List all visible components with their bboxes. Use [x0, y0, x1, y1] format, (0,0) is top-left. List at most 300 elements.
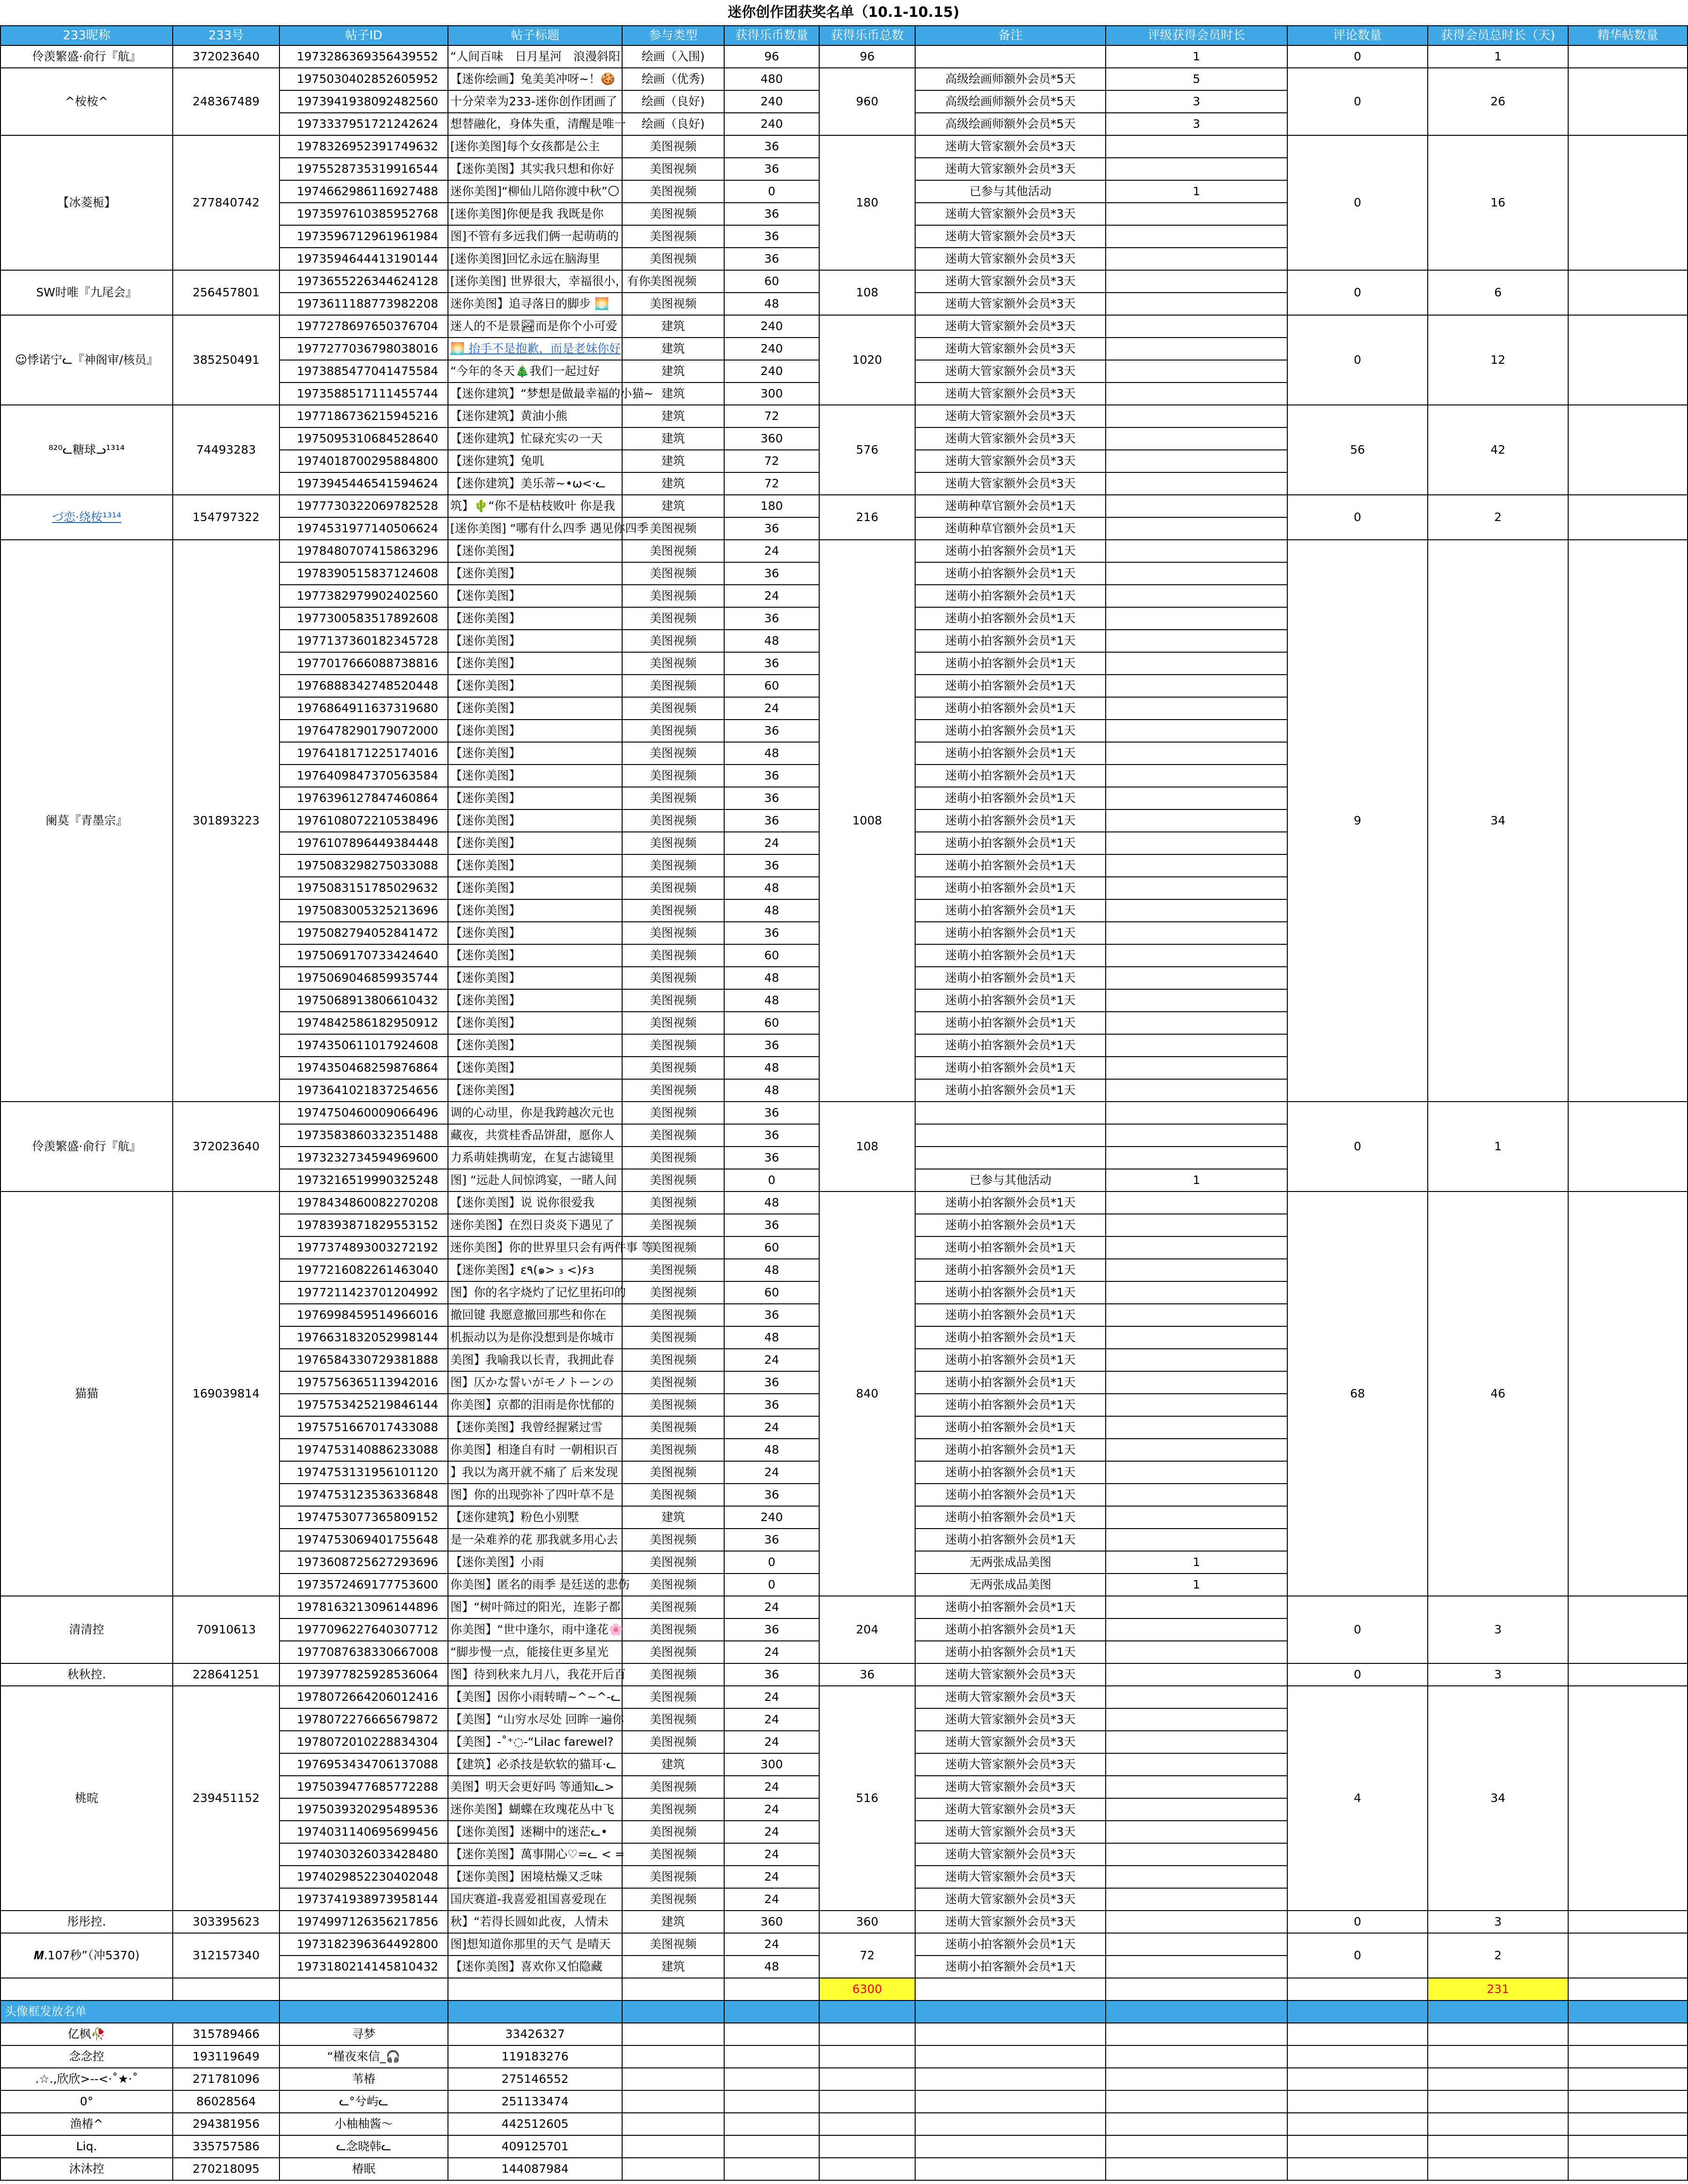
- rating-vip-cell: [1106, 1304, 1287, 1326]
- table-row: [0, 1686, 1688, 1708]
- post-id-cell: 1974031140695699456: [279, 1821, 448, 1843]
- post-title-cell: 是一朵难养的花 那我就多用心去: [448, 1529, 622, 1551]
- rating-vip-cell: [1106, 540, 1287, 562]
- table-row: [0, 315, 1688, 338]
- post-id-cell: 1973945446541594624: [279, 472, 448, 495]
- note-cell: 迷萌大管家额外会员*3天: [915, 427, 1106, 450]
- coins-total-cell: 72: [819, 1933, 915, 1978]
- column-header: 233号: [173, 26, 279, 45]
- empty-cell: [622, 2135, 724, 2158]
- post-title-cell: “脚步慢一点，能接住更多星光: [448, 1641, 622, 1663]
- vip-total-cell: 2: [1428, 1933, 1568, 1978]
- type-cell: 美图视频: [622, 742, 724, 765]
- post-id-cell: 1973232734594969600: [279, 1147, 448, 1169]
- note-cell: 迷萌小拍客额外会员*1天: [915, 899, 1106, 922]
- empty-cell: [724, 2158, 819, 2180]
- rating-vip-cell: [1106, 1866, 1287, 1888]
- post-id-cell: 1976998459514966016: [279, 1304, 448, 1326]
- coins-cell: 36: [724, 787, 819, 809]
- avatar-uid-cell: 442512605: [448, 2113, 622, 2135]
- nickname-cell: 伶羡繁盛·俞行『航』: [0, 45, 173, 68]
- post-id-cell: 1974350611017924608: [279, 1034, 448, 1057]
- post-title-cell: 【迷你美图】: [448, 675, 622, 697]
- rating-vip-cell: [1106, 1214, 1287, 1236]
- post-title-cell: 想替融化，身体失重，清醒是唯一: [448, 113, 622, 135]
- comment-count-cell: 0: [1287, 1911, 1428, 1933]
- coins-cell: 24: [724, 1866, 819, 1888]
- avatar-nickname-cell: 椿眠: [279, 2158, 448, 2180]
- avatar-nickname-cell: Liq.: [0, 2135, 173, 2158]
- avatar-nickname-cell: 小柚柚酱～: [279, 2113, 448, 2135]
- rating-vip-cell: [1106, 360, 1287, 382]
- note-cell: 迷萌大管家额外会员*3天: [915, 248, 1106, 270]
- vip-total-cell: 42: [1428, 405, 1568, 495]
- avatar-uid-cell: 294381956: [173, 2113, 279, 2135]
- empty-cell: [0, 1978, 173, 2000]
- rating-vip-cell: [1106, 899, 1287, 922]
- empty-cell: [1106, 2090, 1287, 2113]
- uid-cell: 239451152: [173, 1686, 279, 1911]
- note-cell: 迷萌大管家额外会员*3天: [915, 315, 1106, 338]
- rating-vip-cell: [1106, 1079, 1287, 1102]
- post-id-cell: 1977211423701204992: [279, 1281, 448, 1304]
- coins-cell: 36: [724, 158, 819, 180]
- post-title-cell: 图]想知道你那里的天气 是晴天: [448, 1933, 622, 1956]
- type-cell: 美图视频: [622, 922, 724, 944]
- coins-cell: 24: [724, 1843, 819, 1866]
- post-id-cell: 1976108072210538496: [279, 809, 448, 832]
- note-cell: 迷萌大管家额外会员*3天: [915, 270, 1106, 293]
- type-cell: 建筑: [622, 450, 724, 472]
- post-title-cell: 【迷你建筑】“梦想是做最幸福的小猫~: [448, 382, 622, 405]
- note-cell: 迷萌小拍客额外会员*1天: [915, 1439, 1106, 1461]
- note-cell: 迷萌大管家额外会员*3天: [915, 1843, 1106, 1866]
- empty-cell: [1568, 2068, 1688, 2090]
- empty-cell: [915, 2045, 1106, 2068]
- column-header: 参与类型: [622, 26, 724, 45]
- coins-cell: 48: [724, 293, 819, 315]
- empty-cell: [724, 2023, 819, 2045]
- type-cell: 建筑: [622, 472, 724, 495]
- uid-cell: 277840742: [173, 135, 279, 270]
- rating-vip-cell: [1106, 1439, 1287, 1461]
- type-cell: 美图视频: [622, 1191, 724, 1214]
- rating-vip-cell: [1106, 135, 1287, 158]
- post-title-cell: [迷你美图]回忆永远在脑海里: [448, 248, 622, 270]
- uid-cell: 303395623: [173, 1911, 279, 1933]
- coins-cell: 36: [724, 1484, 819, 1506]
- post-title-cell: 【迷你美图】: [448, 967, 622, 989]
- coins-cell: 24: [724, 697, 819, 720]
- featured-count-cell: [1568, 315, 1688, 405]
- comment-count-cell: 0: [1287, 135, 1428, 270]
- rating-vip-cell: [1106, 248, 1287, 270]
- note-cell: 迷萌大管家额外会员*3天: [915, 1888, 1106, 1911]
- type-cell: 美图视频: [622, 1147, 724, 1169]
- empty-cell: [622, 2023, 724, 2045]
- post-id-cell: 1973597610385952768: [279, 203, 448, 225]
- post-title-cell: 【迷你绘画】兔美美冲呀~！🍪: [448, 68, 622, 90]
- coins-cell: 36: [724, 562, 819, 585]
- uid-cell: 74493283: [173, 405, 279, 495]
- empty-cell: [819, 2090, 915, 2113]
- rating-vip-cell: [1106, 1888, 1287, 1911]
- coins-cell: 36: [724, 1214, 819, 1236]
- note-cell: 迷萌大管家额外会员*3天: [915, 360, 1106, 382]
- coins-cell: 24: [724, 540, 819, 562]
- coins-cell: 24: [724, 1708, 819, 1731]
- avatar-uid-cell: 270218095: [173, 2158, 279, 2180]
- coins-cell: 24: [724, 1821, 819, 1843]
- post-id-cell: 1976418171225174016: [279, 742, 448, 765]
- coins-cell: 24: [724, 1933, 819, 1956]
- rating-vip-cell: [1106, 472, 1287, 495]
- empty-cell: [622, 2000, 724, 2023]
- post-id-cell: 1977216082261463040: [279, 1259, 448, 1281]
- rating-vip-cell: [1106, 675, 1287, 697]
- note-cell: 迷萌大管家额外会员*3天: [915, 1776, 1106, 1798]
- type-cell: 建筑: [622, 1956, 724, 1978]
- type-cell: 美图视频: [622, 1776, 724, 1798]
- avatar-uid-cell: 33426327: [448, 2023, 622, 2045]
- coins-cell: 36: [724, 517, 819, 540]
- empty-cell: [819, 2023, 915, 2045]
- rating-vip-cell: [1106, 652, 1287, 675]
- coins-cell: 60: [724, 944, 819, 967]
- post-id-cell: 1975068913806610432: [279, 989, 448, 1012]
- rating-vip-cell: [1106, 585, 1287, 607]
- nickname-cell: SW时唯『九尾会』: [0, 270, 173, 315]
- rating-vip-cell: [1106, 1349, 1287, 1371]
- coins-cell: 240: [724, 315, 819, 338]
- note-cell: 迷萌小拍客额外会员*1天: [915, 1259, 1106, 1281]
- type-cell: 美图视频: [622, 809, 724, 832]
- post-title-cell: 迷你美图】蝴蝶在玫瑰花丛中飞: [448, 1798, 622, 1821]
- coins-cell: 48: [724, 899, 819, 922]
- post-title-cell: 力系萌娃携萌宠，在复古滤镜里: [448, 1147, 622, 1169]
- rating-vip-cell: [1106, 1259, 1287, 1281]
- coins-cell: 48: [724, 877, 819, 899]
- post-id-cell: 1977374893003272192: [279, 1236, 448, 1259]
- post-id-cell: 1977382979902402560: [279, 585, 448, 607]
- note-cell: 迷萌大管家额外会员*3天: [915, 1686, 1106, 1708]
- note-cell: 迷萌小拍客额外会员*1天: [915, 1034, 1106, 1057]
- coins-cell: 0: [724, 1551, 819, 1574]
- featured-count-cell: [1568, 1686, 1688, 1911]
- avatar-row: [0, 2068, 1688, 2090]
- avatar-nickname-cell: ᓚ念晓韩ᓚ: [279, 2135, 448, 2158]
- featured-count-cell: [1568, 1663, 1688, 1686]
- post-title-cell: 【迷你美图】: [448, 585, 622, 607]
- vip-total-cell: 34: [1428, 1686, 1568, 1911]
- post-id-cell: 1977087638330667008: [279, 1641, 448, 1663]
- coins-cell: 36: [724, 1304, 819, 1326]
- note-cell: 高级绘画师额外会员*5天: [915, 90, 1106, 113]
- note-cell: 迷萌小拍客额外会员*1天: [915, 877, 1106, 899]
- post-title-cell: 【迷你美图】: [448, 809, 622, 832]
- post-title-cell: 【迷你美图】: [448, 1012, 622, 1034]
- rating-vip-cell: 1: [1106, 1574, 1287, 1596]
- rating-vip-cell: [1106, 1663, 1287, 1686]
- post-id-cell: 1977017666088738816: [279, 652, 448, 675]
- note-cell: 迷萌小拍客额外会员*1天: [915, 944, 1106, 967]
- rating-vip-cell: [1106, 1933, 1287, 1956]
- rating-vip-cell: [1106, 1394, 1287, 1416]
- post-id-cell: 1973180214145810432: [279, 1956, 448, 1978]
- coins-cell: 60: [724, 1281, 819, 1304]
- coins-cell: 300: [724, 1753, 819, 1776]
- nickname-cell: ⁸²⁰ᓚ糖球ᓗ¹³¹⁴: [0, 405, 173, 495]
- coins-cell: 72: [724, 405, 819, 427]
- post-title-cell: 藏夜，共赏桂香品饼甜，愿你人: [448, 1124, 622, 1147]
- post-title-cell: 【迷你美图】: [448, 630, 622, 652]
- rating-vip-cell: [1106, 158, 1287, 180]
- note-cell: 迷萌小拍客额外会员*1天: [915, 1304, 1106, 1326]
- type-cell: 美图视频: [622, 1416, 724, 1439]
- featured-count-cell: [1568, 540, 1688, 1102]
- post-title-cell: 【迷你建筑】黄油小熊: [448, 405, 622, 427]
- post-title-cell: 撤回键 我愿意撤回那些和你在: [448, 1304, 622, 1326]
- rating-vip-cell: [1106, 1371, 1287, 1394]
- type-cell: 美图视频: [622, 787, 724, 809]
- comment-count-cell: 68: [1287, 1191, 1428, 1596]
- note-cell: 迷萌小拍客额外会员*1天: [915, 607, 1106, 630]
- post-id-cell: 1974531977140506624: [279, 517, 448, 540]
- type-cell: 美图视频: [622, 1169, 724, 1191]
- type-cell: 美图视频: [622, 1012, 724, 1034]
- post-id-cell: 1978072276665679872: [279, 1708, 448, 1731]
- note-cell: 迷萌小拍客额外会员*1天: [915, 787, 1106, 809]
- type-cell: 美图视频: [622, 1057, 724, 1079]
- sheet-title: 迷你创作团获奖名单（10.1-10.15): [727, 4, 960, 21]
- note-cell: 无两张成品美图: [915, 1551, 1106, 1574]
- post-id-cell: 1974030326033428480: [279, 1843, 448, 1866]
- post-title-cell: 【迷你美图】: [448, 1057, 622, 1079]
- type-cell: 建筑: [622, 405, 724, 427]
- uid-cell: 312157340: [173, 1933, 279, 1978]
- type-cell: 美图视频: [622, 675, 724, 697]
- type-cell: 美图视频: [622, 1686, 724, 1708]
- type-cell: 美图视频: [622, 1866, 724, 1888]
- post-id-cell: 1978480707415863296: [279, 540, 448, 562]
- note-cell: 迷萌小拍客额外会员*1天: [915, 1057, 1106, 1079]
- post-title-cell: 【迷你美图】迷糊中的迷茫ᓚ•: [448, 1821, 622, 1843]
- post-id-cell: 1977137360182345728: [279, 630, 448, 652]
- type-cell: 美图视频: [622, 1618, 724, 1641]
- empty-cell: [1568, 2113, 1688, 2135]
- empty-cell: [279, 1978, 448, 2000]
- coins-total-cell: 1008: [819, 540, 915, 1102]
- rating-vip-cell: [1106, 450, 1287, 472]
- type-cell: 美图视频: [622, 944, 724, 967]
- rating-vip-cell: [1106, 1326, 1287, 1349]
- coins-cell: 36: [724, 1147, 819, 1169]
- post-id-cell: 1974753123536336848: [279, 1484, 448, 1506]
- column-header: 233昵称: [0, 26, 173, 45]
- rating-vip-cell: [1106, 1102, 1287, 1124]
- rating-vip-cell: [1106, 1529, 1287, 1551]
- post-id-cell: 1977096227640307712: [279, 1618, 448, 1641]
- post-id-cell: 1973572469177753600: [279, 1574, 448, 1596]
- post-title-cell: 图】仄かな誓いがモノトーンの: [448, 1371, 622, 1394]
- empty-cell: [724, 1978, 819, 2000]
- avatar-uid-cell: 335757586: [173, 2135, 279, 2158]
- post-title-cell: 图]不管有多远我们俩一起萌萌的: [448, 225, 622, 248]
- type-cell: 美图视频: [622, 832, 724, 854]
- note-cell: 迷萌大管家额外会员*3天: [915, 1753, 1106, 1776]
- coins-cell: 24: [724, 1686, 819, 1708]
- post-title-cell: 【迷你美图】: [448, 989, 622, 1012]
- note-cell: 迷萌大管家额外会员*3天: [915, 158, 1106, 180]
- coins-cell: 240: [724, 1506, 819, 1529]
- note-cell: 高级绘画师额外会员*5天: [915, 113, 1106, 135]
- rating-vip-cell: [1106, 1776, 1287, 1798]
- type-cell: 美图视频: [622, 1708, 724, 1731]
- empty-cell: [1568, 2158, 1688, 2180]
- empty-cell: [915, 2158, 1106, 2180]
- note-cell: 迷萌小拍客额外会员*1天: [915, 1012, 1106, 1034]
- post-title-cell: 【迷你美图】: [448, 697, 622, 720]
- rating-vip-cell: 5: [1106, 68, 1287, 90]
- note-cell: 迷萌大管家额外会员*3天: [915, 1911, 1106, 1933]
- type-cell: 美图视频: [622, 1731, 724, 1753]
- post-id-cell: 1974350468259876864: [279, 1057, 448, 1079]
- avatar-nickname-cell: 渔椿^: [0, 2113, 173, 2135]
- post-id-cell: 1975083151785029632: [279, 877, 448, 899]
- type-cell: 美图视频: [622, 517, 724, 540]
- coins-total-cell: 516: [819, 1686, 915, 1911]
- coins-cell: 36: [724, 1394, 819, 1416]
- type-cell: 美图视频: [622, 203, 724, 225]
- note-cell: 迷萌大管家额外会员*3天: [915, 1663, 1106, 1686]
- rating-vip-cell: [1106, 832, 1287, 854]
- coins-cell: 24: [724, 585, 819, 607]
- empty-cell: [819, 2068, 915, 2090]
- rating-vip-cell: [1106, 944, 1287, 967]
- coins-cell: 24: [724, 1798, 819, 1821]
- nickname-cell: づ恋·绕桉¹³¹⁴: [0, 495, 173, 540]
- type-cell: 绘画（优秀): [622, 68, 724, 90]
- post-id-cell: 1978393871829553152: [279, 1214, 448, 1236]
- post-id-cell: 1975069046859935744: [279, 967, 448, 989]
- type-cell: 建筑: [622, 1753, 724, 1776]
- rating-vip-cell: [1106, 630, 1287, 652]
- empty-cell: [819, 2158, 915, 2180]
- empty-cell: [915, 2113, 1106, 2135]
- featured-count-cell: [1568, 68, 1688, 135]
- type-cell: 美图视频: [622, 1124, 724, 1147]
- post-id-cell: 1974018700295884800: [279, 450, 448, 472]
- avatar-uid-cell: 315789466: [173, 2023, 279, 2045]
- coins-cell: 300: [724, 382, 819, 405]
- coins-cell: 72: [724, 450, 819, 472]
- post-id-cell: 1978072664206012416: [279, 1686, 448, 1708]
- coins-cell: 360: [724, 427, 819, 450]
- empty-cell: [1428, 2000, 1568, 2023]
- post-title-cell: 你美图】京都的泪雨是你忧郁的: [448, 1394, 622, 1416]
- note-cell: 迷萌小拍客额外会员*1天: [915, 742, 1106, 765]
- coins-cell: 24: [724, 1888, 819, 1911]
- coins-cell: 36: [724, 1663, 819, 1686]
- rating-vip-cell: [1106, 922, 1287, 944]
- avatar-uid-cell: 119183276: [448, 2045, 622, 2068]
- rating-vip-cell: [1106, 382, 1287, 405]
- empty-cell: [1106, 2023, 1287, 2045]
- note-cell: 迷萌小拍客额外会员*1天: [915, 922, 1106, 944]
- coins-total-cell: 180: [819, 135, 915, 270]
- type-cell: 美图视频: [622, 1079, 724, 1102]
- table-row: [0, 1596, 1688, 1618]
- post-id-cell: 1976396127847460864: [279, 787, 448, 809]
- rating-vip-cell: [1106, 1191, 1287, 1214]
- post-title-cell: 秋】“若得长圆如此夜，人情未: [448, 1911, 622, 1933]
- coins-cell: 24: [724, 1416, 819, 1439]
- post-title-cell: 图】“树叶筛过的阳光，连影子都: [448, 1596, 622, 1618]
- note-cell: 迷萌小拍客额外会员*1天: [915, 854, 1106, 877]
- rating-vip-cell: [1106, 225, 1287, 248]
- coins-cell: 0: [724, 1169, 819, 1191]
- note-cell: 迷萌小拍客额外会员*1天: [915, 697, 1106, 720]
- rating-vip-cell: [1106, 1506, 1287, 1529]
- note-cell: 迷萌小拍客额外会员*1天: [915, 1641, 1106, 1663]
- type-cell: 美图视频: [622, 1394, 724, 1416]
- vip-total-cell: 16: [1428, 135, 1568, 270]
- column-header: 帖子标题: [448, 26, 622, 45]
- note-cell: 迷萌小拍客额外会员*1天: [915, 967, 1106, 989]
- avatar-uid-cell: 144087984: [448, 2158, 622, 2180]
- post-id-cell: 1977730322069782528: [279, 495, 448, 517]
- note-cell: 迷萌大管家额外会员*3天: [915, 472, 1106, 495]
- empty-cell: [1568, 1978, 1688, 2000]
- rating-vip-cell: [1106, 338, 1287, 360]
- post-id-cell: 1975756365113942016: [279, 1371, 448, 1394]
- type-cell: 美图视频: [622, 540, 724, 562]
- coins-cell: 36: [724, 1102, 819, 1124]
- post-title-cell: 迷你美图】追寻落日的脚步 🌅: [448, 293, 622, 315]
- post-id-cell: 1973594644413190144: [279, 248, 448, 270]
- comment-count-cell: 0: [1287, 68, 1428, 135]
- type-cell: 美图视频: [622, 899, 724, 922]
- rating-vip-cell: [1106, 742, 1287, 765]
- rating-vip-cell: [1106, 1147, 1287, 1169]
- coins-cell: 24: [724, 1776, 819, 1798]
- post-id-cell: 1978072010228834304: [279, 1731, 448, 1753]
- coins-cell: 48: [724, 1057, 819, 1079]
- avatar-nickname-cell: 亿枫🥀: [0, 2023, 173, 2045]
- type-cell: 美图视频: [622, 1798, 724, 1821]
- post-title-cell: 【建筑】必杀技是软软的猫耳·ᓚ: [448, 1753, 622, 1776]
- post-title-cell: 【迷你美图】其实我只想和你好: [448, 158, 622, 180]
- featured-count-cell: [1568, 1596, 1688, 1663]
- post-title-cell: 【迷你建筑】忙碌充实の一天: [448, 427, 622, 450]
- note-cell: [915, 1124, 1106, 1147]
- type-cell: 美图视频: [622, 1326, 724, 1349]
- empty-cell: [448, 2000, 622, 2023]
- post-title-cell: 你美图】匿名的雨季 是廷送的悲伤: [448, 1574, 622, 1596]
- nickname-cell: 𝑴.107秒”（冲5370): [0, 1933, 173, 1978]
- rating-vip-cell: [1106, 405, 1287, 427]
- empty-cell: [1287, 1978, 1428, 2000]
- rating-vip-cell: [1106, 1618, 1287, 1641]
- empty-cell: [724, 2000, 819, 2023]
- column-header: 获得会员总时长（天): [1428, 26, 1568, 45]
- coins-cell: 180: [724, 495, 819, 517]
- post-id-cell: 1975095310684528640: [279, 427, 448, 450]
- coins-total-cell: 1020: [819, 315, 915, 405]
- rating-vip-cell: 3: [1106, 90, 1287, 113]
- rating-vip-cell: 1: [1106, 45, 1287, 68]
- rating-vip-cell: [1106, 989, 1287, 1012]
